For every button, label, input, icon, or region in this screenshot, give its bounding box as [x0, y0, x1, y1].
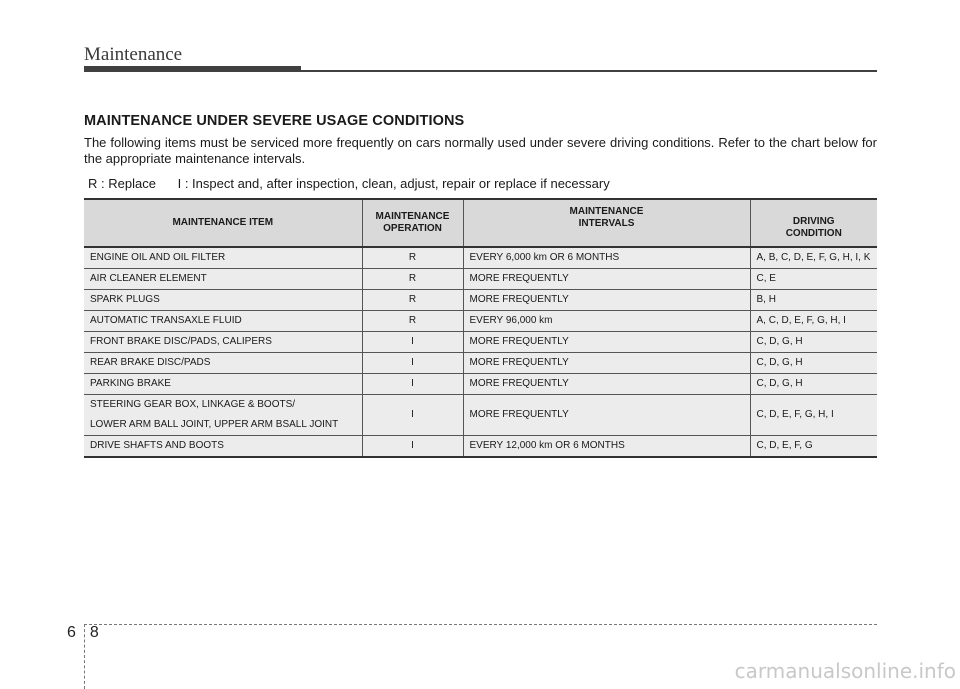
cell-item: FRONT BRAKE DISC/PADS, CALIPERS	[84, 332, 362, 353]
table-row	[84, 290, 877, 311]
cell-condition: C, D, E, F, G	[750, 436, 877, 458]
cell-item: ENGINE OIL AND OIL FILTER	[84, 247, 362, 269]
cell-condition: C, D, G, H	[750, 374, 877, 395]
cell-operation: R	[362, 269, 463, 290]
cell-item	[84, 395, 362, 436]
cell-interval: EVERY 96,000 km	[463, 311, 750, 332]
table-row	[84, 311, 877, 332]
table-row	[84, 436, 877, 458]
header-intervals	[463, 199, 750, 247]
cell-item-line1: STEERING GEAR BOX, LINKAGE & BOOTS/	[90, 399, 296, 410]
cell-item: AIR CLEANER ELEMENT	[84, 269, 362, 290]
page-number: 68	[67, 624, 113, 641]
cell-interval: MORE FREQUENTLY	[463, 269, 750, 290]
cell-item: DRIVE SHAFTS AND BOOTS	[84, 436, 362, 458]
cell-item: SPARK PLUGS	[84, 290, 362, 311]
cell-operation: I	[362, 374, 463, 395]
cell-condition: B, H	[750, 290, 877, 311]
cell-operation: I	[362, 353, 463, 374]
header-condition-line2: CONDITION	[785, 228, 842, 239]
watermark: carmanualsonline.info	[734, 659, 956, 683]
header-rule-thick	[84, 66, 301, 72]
table-row	[84, 395, 877, 436]
header-intervals-line2: INTERVALS	[578, 218, 635, 229]
cell-operation: I	[362, 436, 463, 458]
table-row	[84, 332, 877, 353]
header-operation-line1: MAINTENANCE	[375, 211, 450, 222]
cell-condition: C, D, G, H	[750, 332, 877, 353]
section-title: MAINTENANCE UNDER SEVERE USAGE CONDITIONS	[84, 113, 465, 129]
legend-line: R : Replace I : Inspect and, after inspection, clean, adjust, repair or replace if necessary	[88, 176, 610, 191]
cell-condition: C, D, E, F, G, H, I	[750, 395, 877, 436]
table-row	[84, 247, 877, 269]
header-rule-thin	[301, 70, 877, 72]
maintenance-table	[84, 198, 877, 458]
cell-interval: EVERY 12,000 km OR 6 MONTHS	[463, 436, 750, 458]
page-header-title: Maintenance	[84, 44, 183, 65]
cell-interval: MORE FREQUENTLY	[463, 332, 750, 353]
cell-interval: MORE FREQUENTLY	[463, 353, 750, 374]
cell-operation: R	[362, 311, 463, 332]
cell-interval: EVERY 6,000 km OR 6 MONTHS	[463, 247, 750, 269]
cell-condition: C, E	[750, 269, 877, 290]
header-condition	[750, 199, 877, 247]
cell-condition: A, B, C, D, E, F, G, H, I, K	[750, 247, 877, 269]
cell-condition: A, C, D, E, F, G, H, I	[750, 311, 877, 332]
cell-item: PARKING BRAKE	[84, 374, 362, 395]
cell-operation: R	[362, 290, 463, 311]
cell-operation: I	[362, 332, 463, 353]
header-item: MAINTENANCE ITEM	[84, 199, 362, 247]
cell-interval: MORE FREQUENTLY	[463, 290, 750, 311]
header-operation	[362, 199, 463, 247]
cell-operation: R	[362, 247, 463, 269]
table-row	[84, 353, 877, 374]
footer-rule	[84, 624, 877, 625]
cell-operation: I	[362, 395, 463, 436]
table-row	[84, 374, 877, 395]
header-condition-line1: DRIVING	[792, 216, 835, 227]
intro-paragraph: The following items must be serviced more frequently on cars normally used under severe driving conditions. Refer to the chart below for the appropriate maintenance intervals.	[84, 135, 877, 166]
cell-item-line2: LOWER ARM BALL JOINT, UPPER ARM BSALL JOINT	[90, 419, 339, 430]
cell-condition: C, D, G, H	[750, 353, 877, 374]
header-operation-line2: OPERATION	[383, 223, 442, 234]
table-row	[84, 269, 877, 290]
cell-interval: MORE FREQUENTLY	[463, 374, 750, 395]
cell-item: AUTOMATIC TRANSAXLE FLUID	[84, 311, 362, 332]
table-header-row	[84, 199, 877, 247]
cell-interval: MORE FREQUENTLY	[463, 395, 750, 436]
cell-item: REAR BRAKE DISC/PADS	[84, 353, 362, 374]
header-intervals-line1: MAINTENANCE	[569, 206, 644, 217]
